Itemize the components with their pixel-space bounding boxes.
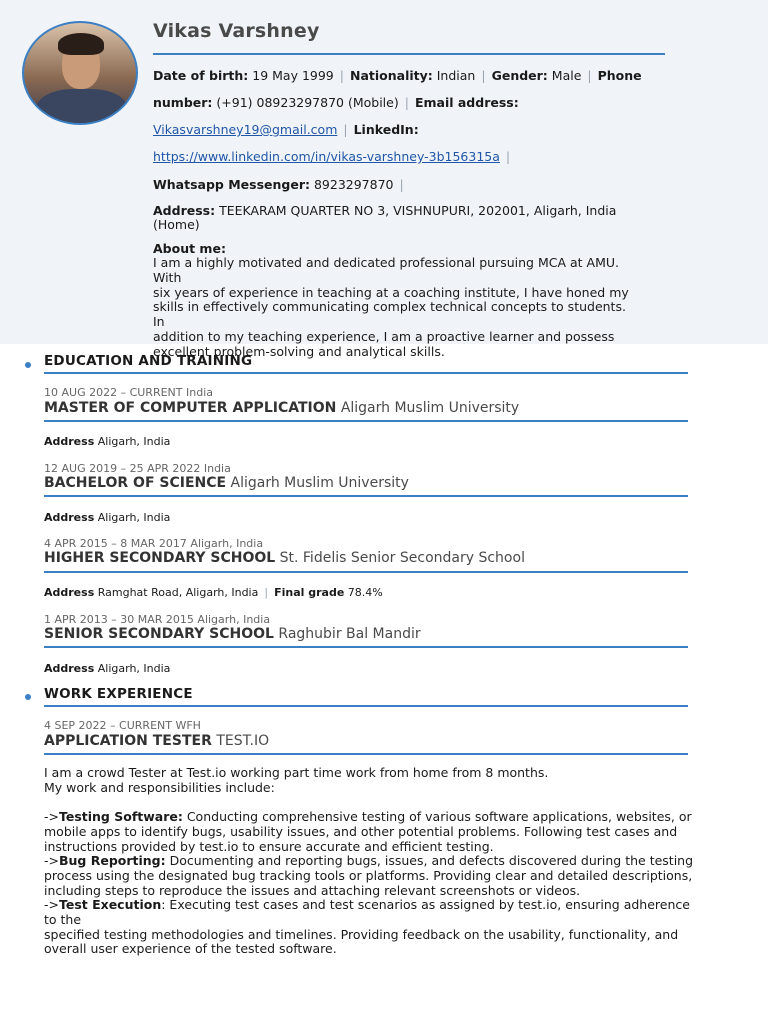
degree: SENIOR SECONDARY SCHOOL [44, 626, 274, 642]
personal-info-line-2 [153, 95, 519, 110]
address-value: Aligarh, India [97, 662, 171, 675]
item-text: specified testing methodologies and timelines. Providing feedback on the usability, functionality, and [44, 926, 679, 942]
entry-divider [44, 420, 688, 422]
linkedin-label: LinkedIn: [353, 122, 419, 137]
personal-info-line-5 [153, 177, 410, 192]
separator: | [481, 68, 486, 83]
grade-label: Final grade [274, 586, 345, 599]
address-value: Aligarh, India [97, 511, 171, 524]
whatsapp-value: 8923297870 [313, 177, 394, 192]
company: TEST.IO [216, 733, 270, 749]
spacer [44, 795, 704, 810]
item-text: mobile apps to identify bugs, usability issues, and other potential problems. Following test cases and [44, 823, 678, 839]
item-title: Bug Reporting: [58, 853, 166, 869]
phone-value: (+91) 08923297870 (Mobile) [216, 95, 399, 110]
entry-divider [44, 571, 688, 573]
education-entry [44, 475, 409, 491]
arrow: -> [44, 853, 59, 869]
separator: | [399, 177, 404, 192]
education-entry [44, 400, 519, 416]
address-label: Address: [153, 203, 216, 218]
role: APPLICATION TESTER [44, 733, 212, 749]
work-divider [44, 705, 688, 707]
item-text: overall user experience of the tested software. [44, 941, 337, 957]
personal-info-line-3 [153, 122, 419, 137]
phone-label-2: number: [153, 95, 213, 110]
entry-divider [44, 753, 688, 755]
work-description [44, 766, 704, 957]
work-item-testing [44, 810, 704, 825]
item-text: Conducting comprehensive testing of various software applications, websites, or [182, 809, 692, 825]
education-address [44, 662, 170, 675]
separator: | [587, 68, 592, 83]
about-line: addition to my teaching experience, I am a proactive learner and possess [153, 328, 615, 344]
item-text: including steps to reproduce the issues and attaching relevant screenshots or videos. [44, 882, 581, 898]
school: St. Fidelis Senior Secondary School [279, 550, 525, 566]
whatsapp-label: Whatsapp Messenger: [153, 177, 310, 192]
item-text: Documenting and reporting bugs, issues, and defects discovered during the testing [165, 853, 694, 869]
about-line: six years of experience in teaching at a coaching institute, I have honed my [153, 284, 629, 300]
entry-divider [44, 646, 688, 648]
work-item-test-execution [44, 898, 704, 927]
email-label: Email address: [414, 95, 519, 110]
grade-value: 78.4% [347, 586, 383, 599]
address-value: Aligarh, India [97, 435, 171, 448]
address-value: Ramghat Road, Aligarh, India [97, 586, 259, 599]
dob-label: Date of birth: [153, 68, 249, 83]
education-address [44, 511, 170, 524]
item-title: Testing Software: [58, 809, 183, 825]
phone-label-1: Phone [597, 68, 642, 83]
separator: | [339, 68, 344, 83]
dob-value: 19 May 1999 [252, 68, 334, 83]
degree: BACHELOR OF SCIENCE [44, 475, 227, 491]
education-meta: 1 APR 2013 – 30 MAR 2015 Aligarh, India [44, 613, 271, 626]
education-meta: 4 APR 2015 – 8 MAR 2017 Aligarh, India [44, 537, 264, 550]
work-intro: My work and responsibilities include: [44, 779, 275, 795]
candidate-name: Vikas Varshney [153, 20, 320, 42]
arrow: -> [44, 897, 59, 913]
work-entry [44, 733, 269, 749]
item-text: process using the designated bug tracking tools or platforms. Providing clear and detailed descriptions, [44, 867, 693, 883]
education-entry [44, 550, 525, 566]
education-divider [44, 372, 688, 374]
about-line: I am a highly motivated and dedicated professional pursuing MCA at AMU. With [153, 255, 619, 285]
about-line: excellent problem-solving and analytical skills. [153, 343, 445, 359]
about-text [153, 256, 635, 360]
education-meta: 12 AUG 2019 – 25 APR 2022 India [44, 462, 231, 475]
degree: HIGHER SECONDARY SCHOOL [44, 550, 276, 566]
arrow: -> [44, 809, 59, 825]
about-line: skills in effectively communicating complex technical concepts to students. In [153, 299, 626, 330]
separator: | [404, 95, 409, 110]
education-entry [44, 626, 421, 642]
separator: | [505, 149, 511, 164]
nationality-value: Indian [436, 68, 476, 83]
work-item-bug-reporting [44, 854, 704, 869]
nationality-label: Nationality: [349, 68, 433, 83]
education-address [44, 435, 170, 448]
section-bullet-icon [25, 694, 31, 700]
item-title: Test Execution [58, 897, 162, 913]
address-label: Address [44, 586, 95, 599]
item-text: instructions provided by test.io to ensure accurate and efficient testing. [44, 838, 494, 854]
education-meta: 10 AUG 2022 – CURRENT India [44, 386, 213, 399]
work-title: WORK EXPERIENCE [44, 686, 193, 702]
school: Raghubir Bal Mandir [278, 626, 421, 642]
personal-info-line-4 [153, 149, 516, 164]
item-text: : Executing test cases and test scenarios as assigned by test.io, ensuring adherence to the [44, 897, 690, 928]
linkedin-link[interactable]: https://www.linkedin.com/in/vikas-varshney-3b156315a [153, 149, 500, 164]
personal-info-line-1 [153, 68, 642, 83]
address-line-2: (Home) [153, 217, 200, 232]
email-link[interactable]: Vikasvarshney19@gmail.com [153, 122, 338, 137]
photo-body [36, 89, 128, 125]
address-label: Address [44, 511, 95, 524]
separator: | [343, 122, 348, 137]
address-line-1 [153, 203, 616, 218]
section-bullet-icon [25, 362, 31, 368]
work-meta: 4 SEP 2022 – CURRENT WFH [44, 719, 201, 732]
education-title: EDUCATION AND TRAINING [44, 353, 253, 369]
address-value: TEEKARAM QUARTER NO 3, VISHNUPURI, 202001, Aligarh, India [219, 203, 617, 218]
address-label: Address [44, 662, 95, 675]
gender-label: Gender: [491, 68, 548, 83]
name-divider [153, 53, 665, 55]
degree: MASTER OF COMPUTER APPLICATION [44, 400, 337, 416]
photo-hair [58, 33, 104, 55]
education-address [44, 586, 383, 599]
school: Aligarh Muslim University [340, 400, 520, 416]
gender-value: Male [551, 68, 582, 83]
work-intro: I am a crowd Tester at Test.io working part time work from home from 8 months. [44, 765, 549, 780]
separator: | [264, 586, 269, 599]
address-label: Address [44, 435, 95, 448]
profile-photo [22, 21, 138, 125]
about-title: About me: [153, 241, 226, 256]
school: Aligarh Muslim University [230, 475, 409, 491]
entry-divider [44, 495, 688, 497]
